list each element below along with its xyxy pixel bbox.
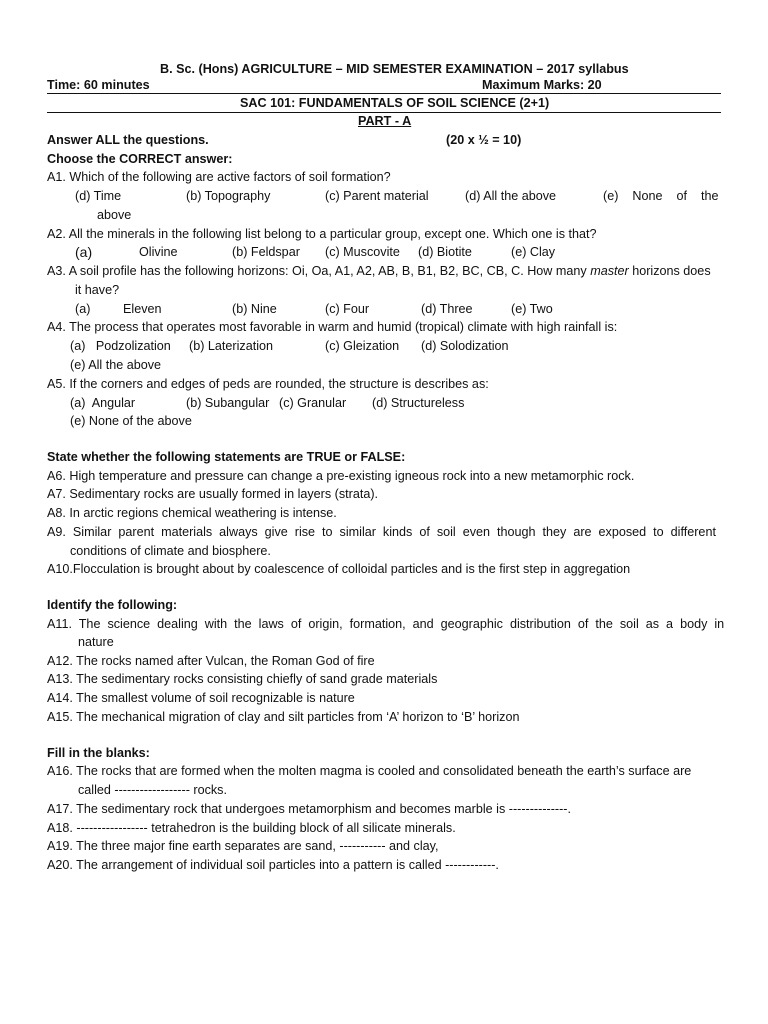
question-a4: A4. The process that operates most favorable in warm and humid (tropical) climate with high rainfall is:: [47, 320, 618, 334]
part-label: PART - A: [358, 114, 412, 128]
question-a8: A8. In arctic regions chemical weathering is intense.: [47, 506, 337, 520]
a1-option-2: (b) Topography: [186, 189, 271, 203]
a3-text-emphasis: master: [590, 264, 629, 278]
question-a2: A2. All the minerals in the following list belong to a particular group, except one. Which one is that?: [47, 227, 597, 241]
answer-all-instruction: Answer ALL the questions.: [47, 133, 209, 147]
a5-option-a: (a) Angular: [70, 396, 136, 410]
question-a18: A18. ----------------- tetrahedron is the building block of all silicate minerals.: [47, 821, 456, 835]
question-a20: A20. The arrangement of individual soil particles into a pattern is called ------------.: [47, 858, 499, 872]
a3-option-b: (b) Nine: [232, 302, 277, 316]
a2-option-c: (c) Muscovite: [325, 245, 400, 259]
question-a12: A12. The rocks named after Vulcan, the Roman God of fire: [47, 654, 375, 668]
a2-option-a: (a): [75, 244, 93, 260]
a2-option-a-text: Olivine: [139, 245, 178, 259]
a3-text-cont: it have?: [75, 283, 120, 297]
question-a1: A1. Which of the following are active factors of soil formation?: [47, 170, 391, 184]
a2-option-b: (b) Feldspar: [232, 245, 300, 259]
question-a7: A7. Sedimentary rocks are usually formed in layers (strata).: [47, 487, 379, 501]
exam-max-marks: Maximum Marks: 20: [482, 78, 602, 92]
a1-option-1: (d) Time: [75, 189, 122, 203]
exam-title: B. Sc. (Hons) AGRICULTURE – MID SEMESTER EXAMINATION – 2017 syllabus: [160, 62, 629, 76]
question-a10: A10.Flocculation is brought about by coalescence of colloidal particles and is the first step in aggregation: [47, 562, 631, 576]
a3-option-e: (e) Two: [511, 302, 553, 316]
question-a17: A17. The sedimentary rock that undergoes metamorphism and becomes marble is --------------.: [47, 802, 571, 816]
a5-option-d: (d) Structureless: [372, 396, 465, 410]
a4-option-b: (b) Laterization: [189, 339, 273, 353]
a5-option-e: (e) None of the above: [70, 414, 192, 428]
question-a19: A19. The three major fine earth separates are sand, ----------- and clay,: [47, 839, 439, 853]
question-a11-cont: nature: [78, 635, 114, 649]
question-a16-cont: called ------------------ rocks.: [78, 783, 227, 797]
question-a5: A5. If the corners and edges of peds are rounded, the structure is describes as:: [47, 377, 489, 391]
identify-heading: Identify the following:: [47, 598, 178, 612]
choose-heading: Choose the CORRECT answer:: [47, 152, 233, 166]
question-a13: A13. The sedimentary rocks consisting chiefly of sand grade materials: [47, 672, 438, 686]
course-title: SAC 101: FUNDAMENTALS OF SOIL SCIENCE (2+1): [240, 96, 550, 110]
a2-option-e: (e) Clay: [511, 245, 556, 259]
a4-option-e: (e) All the above: [70, 358, 162, 372]
a3-option-d: (d) Three: [421, 302, 473, 316]
a5-option-b: (b) Subangular: [186, 396, 270, 410]
a3-text-post: horizons does: [632, 264, 711, 278]
a1-option-5-cont: above: [97, 208, 132, 222]
true-false-heading: State whether the following statements are TRUE or FALSE:: [47, 450, 406, 464]
exam-time: Time: 60 minutes: [47, 78, 150, 92]
question-a3: [47, 263, 711, 279]
a3-option-c: (c) Four: [325, 302, 370, 316]
divider-top: [47, 93, 721, 94]
a4-option-c: (c) Gleization: [325, 339, 400, 353]
blanks-heading: Fill in the blanks:: [47, 746, 150, 760]
a3-option-a-text: Eleven: [123, 302, 162, 316]
marks-calculation: (20 x ½ = 10): [446, 133, 522, 147]
a4-option-a: (a) Podzolization: [70, 339, 171, 353]
a1-option-4: (d) All the above: [465, 189, 557, 203]
a5-option-c: (c) Granular: [279, 396, 347, 410]
a3-option-a: (a): [75, 302, 91, 316]
a4-option-d: (d) Solodization: [421, 339, 509, 353]
a1-option-5: (e) None of the: [603, 189, 719, 203]
question-a9: A9. Similar parent materials always give rise to similar kinds of soil even though they are exposed to different: [47, 525, 716, 539]
a3-text-pre: A3. A soil profile has the following horizons: Oi, Oa, A1, A2, AB, B, B1, B2, BC, CB, C. How many: [47, 264, 587, 278]
question-a14: A14. The smallest volume of soil recognizable is nature: [47, 691, 355, 705]
a2-option-d: (d) Biotite: [418, 245, 472, 259]
question-a16: A16. The rocks that are formed when the molten magma is cooled and consolidated beneath the earth’s surface are: [47, 764, 692, 778]
question-a9-cont: conditions of climate and biosphere.: [70, 544, 271, 558]
a1-option-3: (c) Parent material: [325, 189, 429, 203]
question-a6: A6. High temperature and pressure can change a pre-existing igneous rock into a new metamorphic rock.: [47, 469, 635, 483]
question-a15: A15. The mechanical migration of clay and silt particles from ‘A’ horizon to ‘B’ horizon: [47, 710, 520, 724]
question-a11: A11. The science dealing with the laws of origin, formation, and geographic distribution of the soil as a body in: [47, 617, 725, 631]
